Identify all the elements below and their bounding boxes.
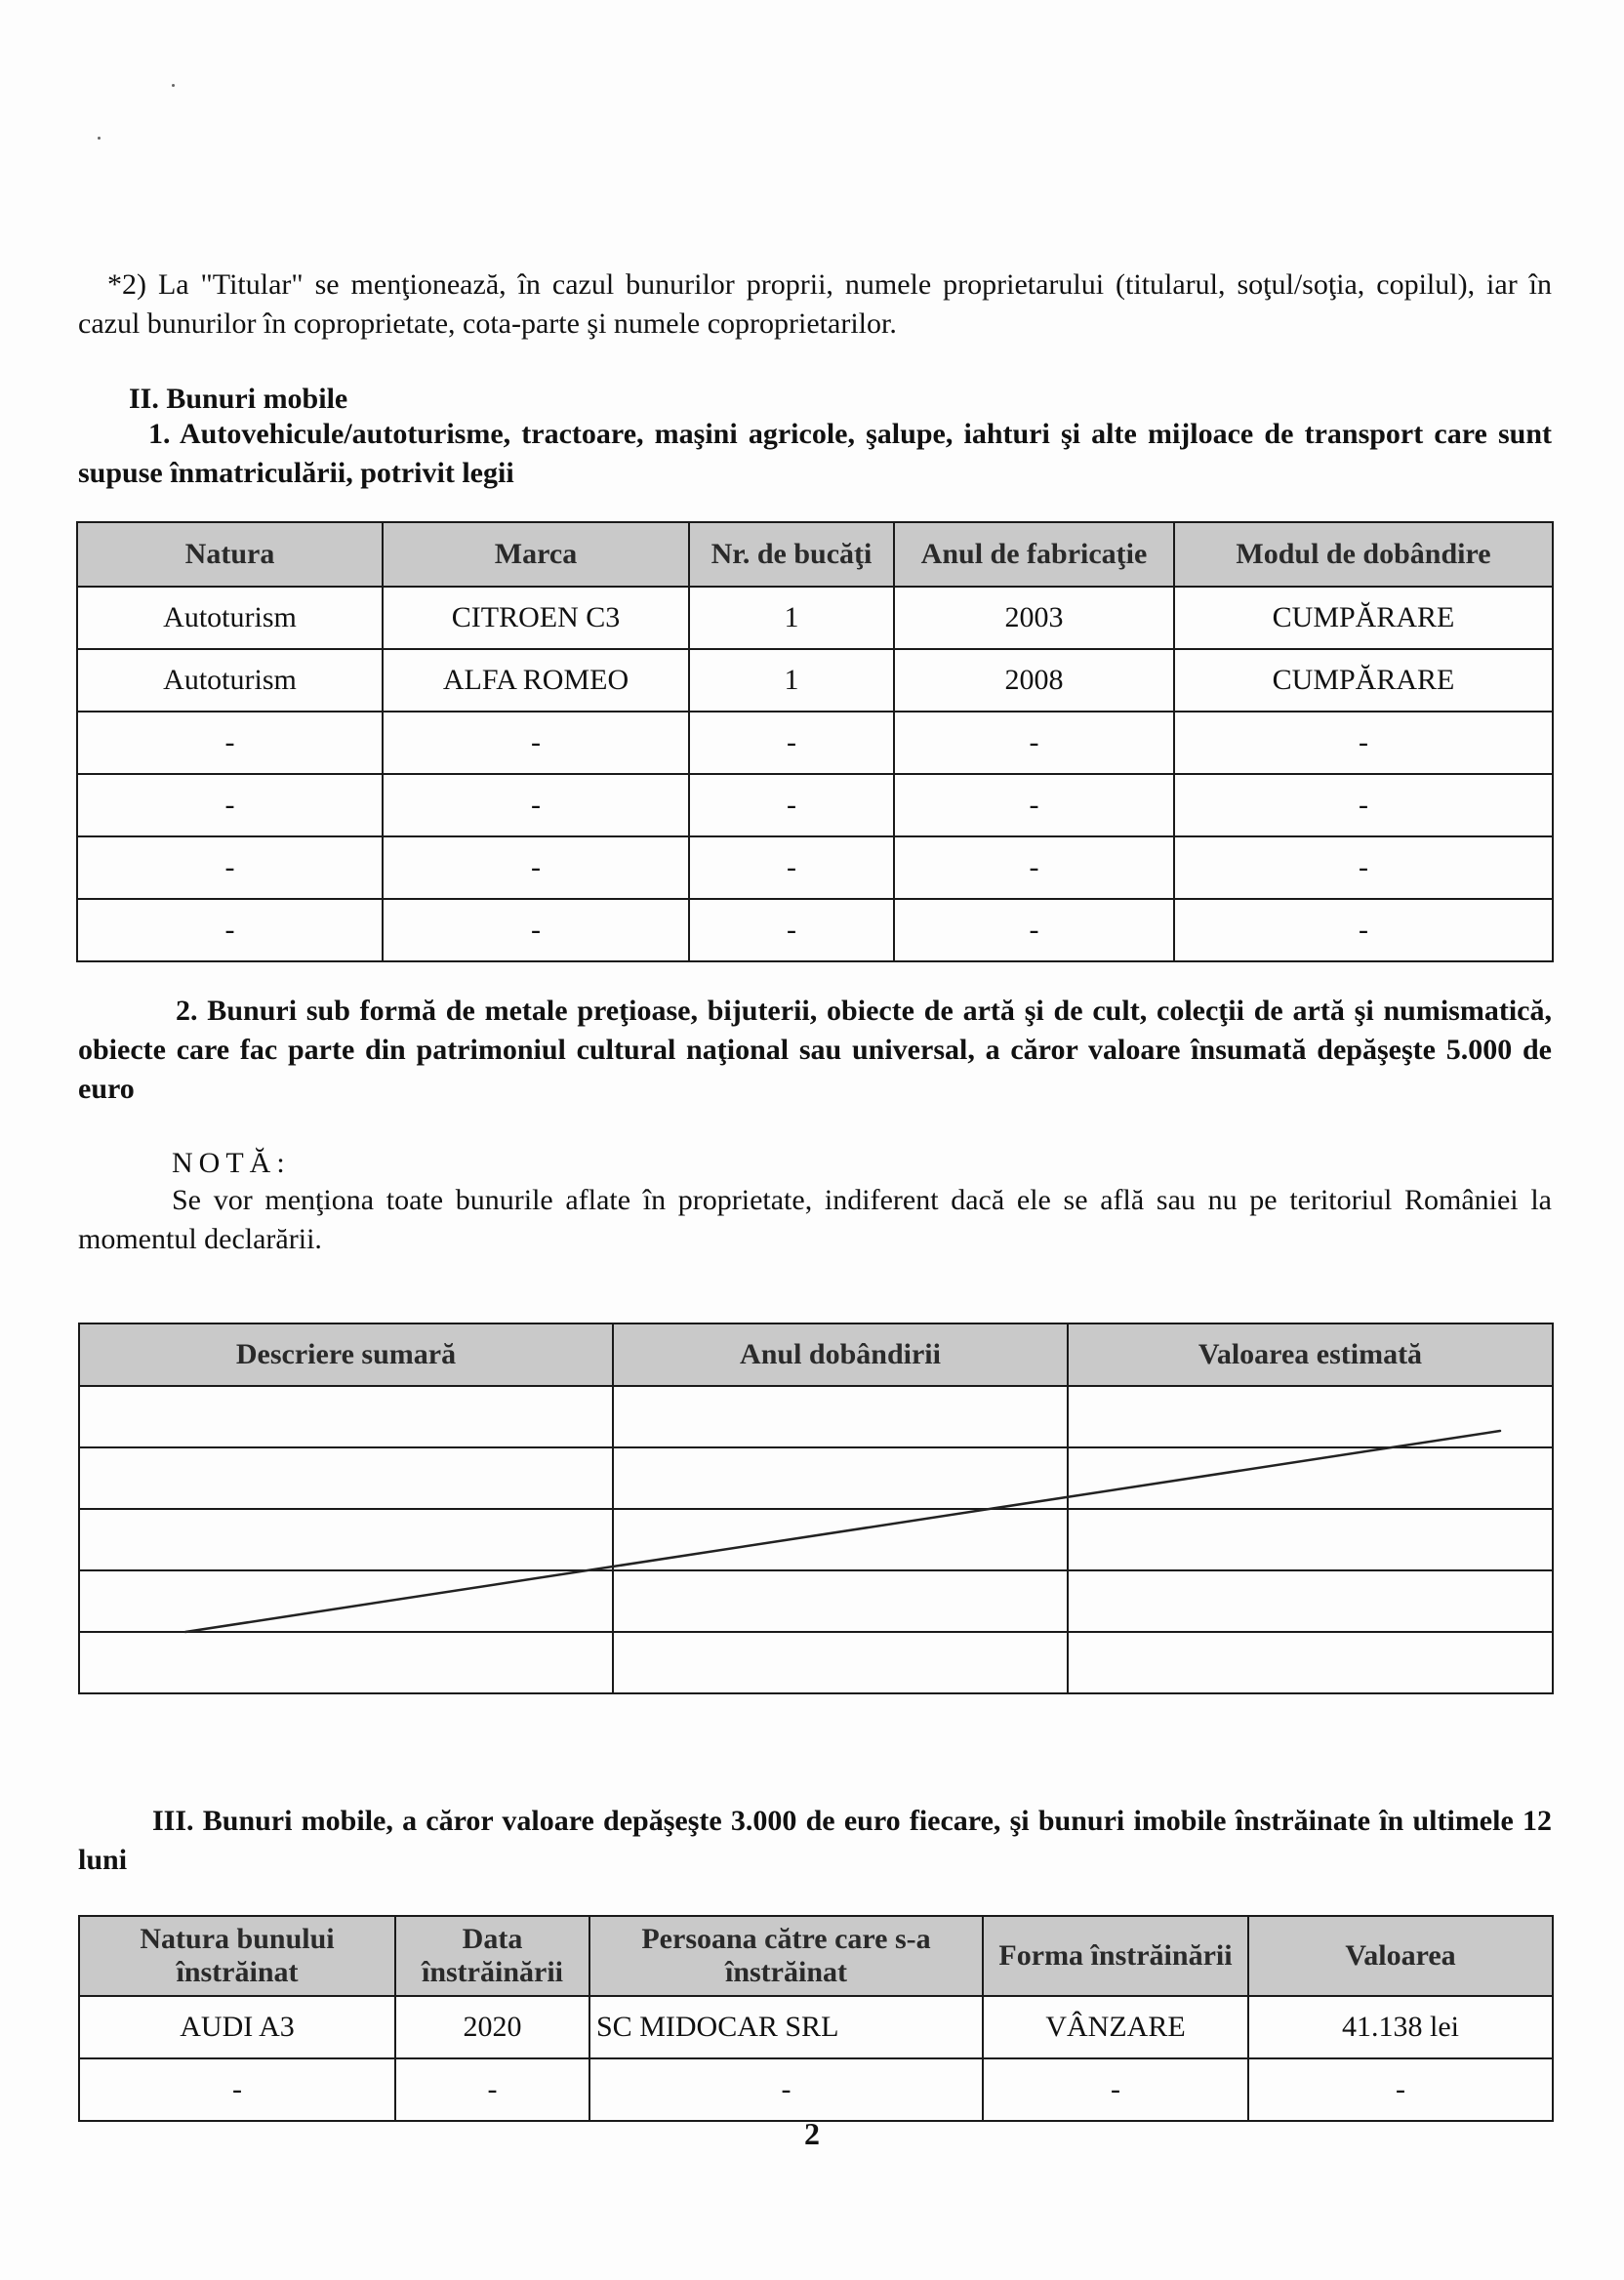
table-cell xyxy=(79,1447,613,1509)
table-cell xyxy=(1068,1509,1553,1570)
table-cell: SC MIDOCAR SRL xyxy=(589,1996,983,2058)
table-cell xyxy=(613,1509,1068,1570)
table-cell: Autoturism xyxy=(77,649,383,712)
column-header: Data înstrăinării xyxy=(395,1916,589,1996)
table-header-row xyxy=(77,522,1553,587)
table-cell: 1 xyxy=(689,587,894,649)
column-header: Natura bunului înstrăinat xyxy=(79,1916,395,1996)
table-cell: CUMPĂRARE xyxy=(1174,587,1553,649)
table-cell: CUMPĂRARE xyxy=(1174,649,1553,712)
page-number: 2 xyxy=(804,2116,820,2151)
table-cell: - xyxy=(894,712,1174,774)
table-row xyxy=(77,649,1553,712)
section-ii-1-heading: 1. Autovehicule/autoturisme, tractoare, maşini agricole, şalupe, iahturi şi alte mijloace de transport care sunt supuse înmatriculării, potrivit legii xyxy=(78,418,1552,489)
section-ii-2-heading: 2. Bunuri sub formă de metale preţioase, bijuterii, obiecte de artă şi de cult, colecţii de artă şi numismatică, obiecte care fac parte din patrimoniul cultural naţional sau universal, a căror valoare însumată depăşeşte 5.000 de euro xyxy=(78,995,1552,1105)
table-cell: - xyxy=(1174,899,1553,961)
table-cell: - xyxy=(689,774,894,836)
footnote-titular: *2) La "Titular" se menţionează, în cazul bunurilor proprii, numele proprietarului (titularul, soţul/soţia, copilul), iar în cazul bunurilor în coproprietate, cota-parte şi numele coproprietarilor. xyxy=(78,268,1552,340)
table-cell: ALFA ROMEO xyxy=(383,649,689,712)
table-header-row xyxy=(79,1323,1553,1386)
table-cell: VÂNZARE xyxy=(983,1996,1248,2058)
column-header: Nr. de bucăţi xyxy=(689,522,894,587)
table-header-row xyxy=(79,1916,1553,1996)
table-cell: Autoturism xyxy=(77,587,383,649)
table-row xyxy=(79,1570,1553,1632)
table-cell: - xyxy=(1174,712,1553,774)
table-cell: - xyxy=(894,836,1174,899)
valuables-table xyxy=(78,1323,1554,1694)
nota-label: NOTĂ: xyxy=(172,1147,291,1179)
section-iii-heading: III. Bunuri mobile, a căror valoare depăşeşte 3.000 de euro fiecare, şi bunuri imobile înstrăinate în ultimele 12 luni xyxy=(78,1805,1552,1876)
table-cell: - xyxy=(1174,836,1553,899)
table-cell: - xyxy=(77,712,383,774)
table-cell xyxy=(1068,1632,1553,1693)
column-header: Marca xyxy=(383,522,689,587)
table-cell: - xyxy=(383,712,689,774)
table-cell: - xyxy=(589,2058,983,2121)
table-cell: - xyxy=(383,774,689,836)
table-row xyxy=(77,899,1553,961)
table-cell: - xyxy=(1174,774,1553,836)
table-row xyxy=(77,587,1553,649)
table-cell: - xyxy=(79,2058,395,2121)
table-cell xyxy=(1068,1386,1553,1447)
alienated-assets-table xyxy=(78,1915,1554,2122)
column-header: Persoana către care s-a înstrăinat xyxy=(589,1916,983,1996)
table-cell: 2003 xyxy=(894,587,1174,649)
table-cell: - xyxy=(983,2058,1248,2121)
scan-speck xyxy=(172,84,175,87)
table-row xyxy=(79,1632,1553,1693)
table-cell: - xyxy=(689,899,894,961)
table-cell: 1 xyxy=(689,649,894,712)
table-row xyxy=(79,1447,1553,1509)
table-cell xyxy=(1068,1447,1553,1509)
scan-speck xyxy=(98,137,101,140)
table-cell xyxy=(79,1632,613,1693)
nota-text: Se vor menţiona toate bunurile aflate în proprietate, indiferent dacă ele se află sau nu pe teritoriul României la momentul declarării. xyxy=(78,1184,1552,1255)
table-cell: - xyxy=(689,712,894,774)
table-cell: - xyxy=(77,899,383,961)
table-cell: - xyxy=(77,774,383,836)
table-cell: - xyxy=(395,2058,589,2121)
table-cell: AUDI A3 xyxy=(79,1996,395,2058)
table-cell xyxy=(613,1447,1068,1509)
table-row xyxy=(79,1996,1553,2058)
column-header: Anul de fabricaţie xyxy=(894,522,1174,587)
table-cell: - xyxy=(894,774,1174,836)
table-cell xyxy=(79,1570,613,1632)
table-row xyxy=(77,774,1553,836)
table-row xyxy=(77,712,1553,774)
table-cell xyxy=(613,1570,1068,1632)
table-cell: - xyxy=(894,899,1174,961)
table-cell: - xyxy=(383,836,689,899)
table-cell xyxy=(613,1632,1068,1693)
table-cell: 41.138 lei xyxy=(1248,1996,1553,2058)
column-header: Anul dobândirii xyxy=(613,1323,1068,1386)
table-cell: CITROEN C3 xyxy=(383,587,689,649)
table-cell: - xyxy=(383,899,689,961)
column-header: Forma înstrăinării xyxy=(983,1916,1248,1996)
table-cell xyxy=(79,1386,613,1447)
table-cell: - xyxy=(1248,2058,1553,2121)
table-cell: - xyxy=(77,836,383,899)
column-header: Modul de dobândire xyxy=(1174,522,1553,587)
column-header: Natura xyxy=(77,522,383,587)
table-row xyxy=(79,1509,1553,1570)
column-header: Valoarea xyxy=(1248,1916,1553,1996)
vehicles-table xyxy=(76,521,1554,962)
column-header: Descriere sumară xyxy=(79,1323,613,1386)
table-cell: 2020 xyxy=(395,1996,589,2058)
section-ii-title: II. Bunuri mobile xyxy=(129,383,348,415)
table-row xyxy=(79,2058,1553,2121)
table-row xyxy=(77,836,1553,899)
column-header: Valoarea estimată xyxy=(1068,1323,1553,1386)
table-cell xyxy=(613,1386,1068,1447)
table-cell: - xyxy=(689,836,894,899)
table-cell xyxy=(1068,1570,1553,1632)
table-cell: 2008 xyxy=(894,649,1174,712)
table-cell xyxy=(79,1509,613,1570)
table-row xyxy=(79,1386,1553,1447)
